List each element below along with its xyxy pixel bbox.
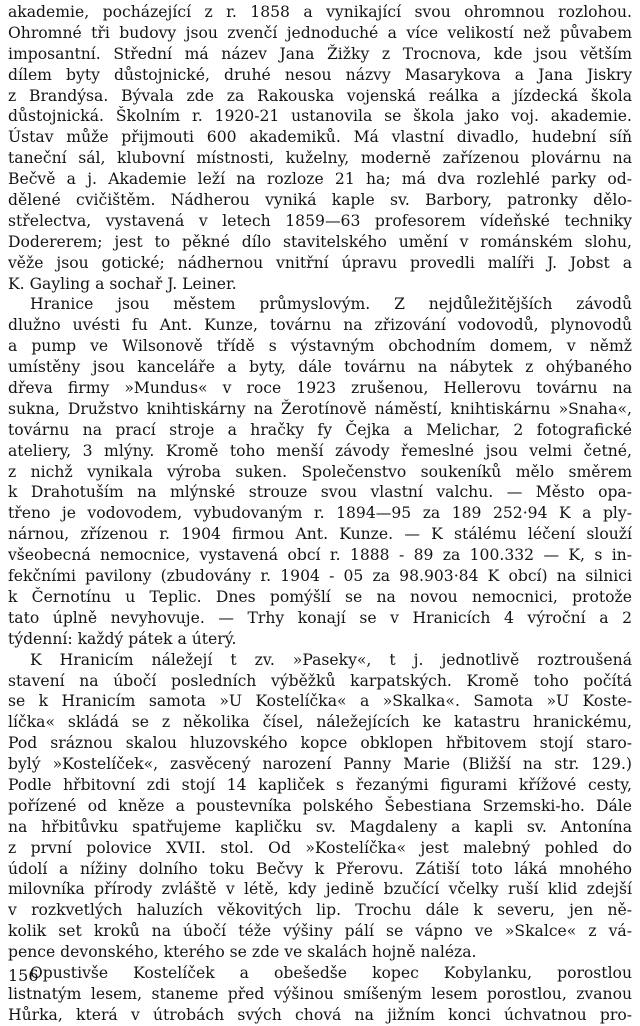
- text-line: líčka« skládá se z několika čísel, náležejících ke katastru hranickému,: [8, 713, 632, 732]
- text-line: k Černotínu u Teplic. Dnes pomýšlí se na novou nemocnici, protože: [8, 587, 632, 606]
- text-line: taneční sál, klubovní místnosti, kuželny, moderně zařízenou plovárnu na: [8, 149, 632, 168]
- text-line: nárnou, zřízenou r. 1904 firmou Ant. Kunze. — K stálému léčení slouží: [8, 525, 632, 544]
- paragraph-paseky: [8, 650, 632, 963]
- paragraph-kostelicek: [8, 963, 632, 1026]
- text-line: stavení na úbočí posledních výběžků karpatských. Kromě toho počítá: [8, 671, 632, 690]
- text-line: Dodererem; jest to pěkné dílo stavitelského umění v románském slohu,: [8, 232, 632, 251]
- text-line: Ohromné tři budovy jsou zvenčí jednoduché a více velikostí než půvabem: [8, 23, 632, 42]
- text-line: sukna, Družstvo knihtiskárny na Žerotínově náměstí, knihtiskárnu »Snaha«,: [8, 399, 632, 418]
- text-line: třeno je vodovodem, vybudovaným r. 1894—95 za 189 252·94 K a ply-: [8, 504, 632, 523]
- paragraph-industry: [8, 294, 632, 649]
- text-line: Hůrka, která v útrobách svých chová na jižním konci úchvatnou pro-: [8, 1005, 632, 1024]
- text-line: Ústav může přijmouti 600 akademiků. Má vlastní divadlo, hudební síň: [8, 128, 632, 147]
- text-line: věže jsou gotické; nádhernou vnitřní úpravu provedli malíři J. Jobst a: [8, 253, 632, 272]
- text-line: důstojnická. Školním r. 1920-21 ustanovila se škola jako voj. akademie.: [8, 107, 632, 126]
- text-line: listnatým lesem, staneme před výšinou smíšeným lesem porostlou, zvanou: [8, 984, 632, 1003]
- text-line: z nichž vynikala výroba suken. Společenstvo soukeníků mělo směrem: [8, 462, 632, 481]
- text-line: dělené cvičištěm. Nádherou vyniká kaple sv. Barbory, patronky dělo-: [8, 191, 632, 210]
- text-line: dřeva firmy »Mundus« v roce 1923 zrušenou, Hellerovu továrnu na: [8, 379, 632, 398]
- text-line: Opustivše Kostelíček a obešedše kopec Kobylanku, porostlou: [30, 963, 632, 982]
- text-line: Podle hřbitovní zdi stojí 14 kapliček s řezanými figurami křížové cesty,: [8, 775, 632, 794]
- text-line: bylý »Kostelíček«, zasvěcený narození Panny Marie (Bližší na str. 129.): [8, 755, 632, 774]
- text-line: dílem byty důstojnické, druhé nesou názvy Masarykova a Jana Jiskry: [8, 65, 632, 84]
- text-line: kolik set kroků na úbočí téže výšiny pálí se vápno ve »Skalce« z vá-: [8, 922, 632, 941]
- text-line: střelectva, vystavená v letech 1859—63 profesorem vídeňské techniky: [8, 211, 632, 230]
- text-line: pence devonského, kterého se zde ve skalách hojně naléza.: [8, 943, 477, 962]
- text-line: K. Gayling a sochař J. Leiner.: [8, 274, 237, 293]
- paragraph-academy: [8, 2, 632, 294]
- text-line: všeobecná nemocnice, vystavená obcí r. 1888 - 89 za 100.332 — K, s in-: [8, 546, 632, 565]
- text-line: v rozkvetlých haluzích věkovitých lip. Trochu dále k severu, jen ně-: [8, 901, 632, 920]
- text-line: dlužno uvésti fu Ant. Kunze, továrnu na zřizování vodovodů, plynovodů: [8, 316, 632, 335]
- text-line: Pod sráznou skalou hluzovského kopce obklopen hřbitovem stojí staro-: [8, 734, 632, 753]
- text-line: k Drahotuším na mlýnské strouze svou vlastní valchu. — Město opa-: [8, 483, 632, 502]
- text-line: akademie, pocházející z r. 1858 a vynikající svou ohromnou rozlohou.: [8, 3, 632, 21]
- text-line: K Hranicím náležejí t zv. »Paseky«, t j. jednotlivě roztroušená: [30, 650, 632, 669]
- text-line: z Brandýsa. Bývala zde za Rakouska vojenská reálka a jízdecká škola: [8, 86, 632, 105]
- text-line: umístěny jsou kanceláře a byty, dále továrnu na nábytek z ohýbaného: [8, 358, 632, 377]
- text-line: Hranice jsou městem průmyslovým. Z nejdůležitějších závodů: [30, 295, 632, 314]
- text-line: továrnu na prací stroje a hračky fy Čejka a Melichar, 2 fotografické: [8, 420, 632, 439]
- page-number: 156: [8, 966, 39, 985]
- text-line: se k Hranicím samota »U Kostelíčka« a »Skalka«. Samota »U Koste-: [8, 692, 632, 711]
- text-line: ateliery, 3 mlýny. Kromě toho menší závody řemeslné jsou velmi četné,: [8, 441, 632, 460]
- text-line: pořízené od kněze a poustevníka polského Šebestiana Srzemski-ho. Dále: [8, 796, 632, 815]
- text-line: týdenní: každý pátek a úterý.: [8, 629, 237, 648]
- text-line: milovníka přírody zvláště v létě, kdy jedině bzučící včelky ruší klid zdejší: [8, 880, 632, 899]
- text-line: fekčními pavilony (zbudovány r. 1904 - 05 za 98.903·84 K obcí) na silnici: [8, 567, 632, 586]
- text-line: imposantní. Střední má název Jana Žižky z Trocnova, kde jsou větším: [8, 44, 632, 63]
- text-line: na hřbitůvku spatřujeme kapličku sv. Magdaleny a kapli sv. Antonína: [8, 817, 632, 836]
- text-line: údolí a nížiny dolního toku Bečvy k Přerovu. Zátiší toto láká mnohého: [8, 859, 632, 878]
- text-line: Bečvě a j. Akademie leží na rozloze 21 ha; má dva rozlehlé parky od-: [8, 170, 632, 189]
- text-line: a pump ve Wilsonově třídě s výstavným obchodním domem, v němž: [8, 337, 632, 356]
- text-line: tato úplně nevyhovuje. — Trhy konají se v Hranicích 4 výroční a 2: [8, 608, 632, 627]
- text-line: z první polovice XVII. stol. Od »Kostelíčka« jest malebný pohled do: [8, 838, 632, 857]
